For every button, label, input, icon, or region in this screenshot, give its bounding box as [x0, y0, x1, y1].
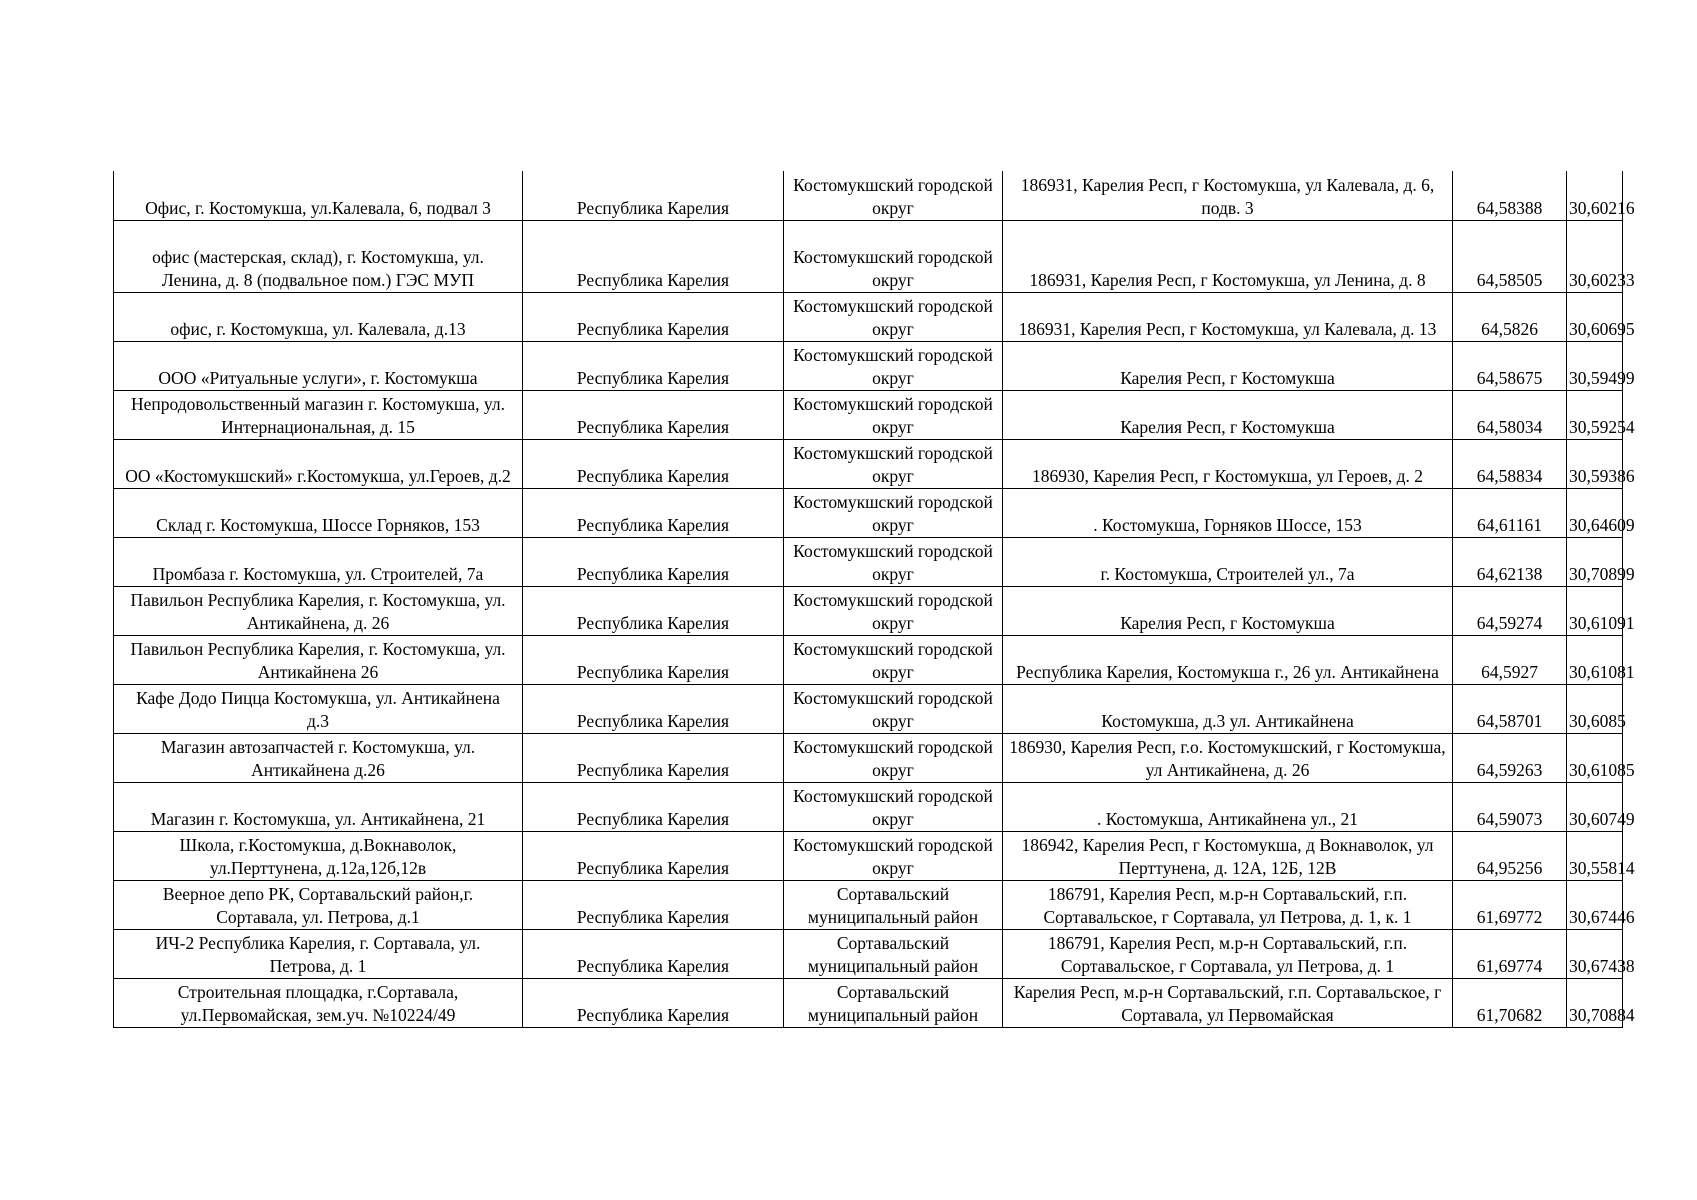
- district-cell: Костомукшский городской округ: [784, 341, 1003, 390]
- table-row: [114, 782, 1623, 831]
- address-cell: 186931, Карелия Респ, г Костомукша, ул Калевала, д. 13: [1003, 292, 1453, 341]
- region-cell: Республика Карелия: [523, 733, 784, 782]
- longitude-cell: 30,55814: [1567, 831, 1623, 880]
- table-row: [114, 684, 1623, 733]
- objects-table: [113, 171, 1635, 1028]
- district-cell: Костомукшский городской округ: [784, 782, 1003, 831]
- table-row: [114, 488, 1623, 537]
- longitude-cell: 30,61081: [1567, 635, 1623, 684]
- latitude-cell: 64,5927: [1453, 635, 1567, 684]
- region-cell: Республика Карелия: [523, 439, 784, 488]
- table-row: [114, 929, 1623, 978]
- district-cell: Костомукшский городской округ: [784, 390, 1003, 439]
- district-cell: Костомукшский городской округ: [784, 537, 1003, 586]
- region-cell: Республика Карелия: [523, 929, 784, 978]
- address-cell: Карелия Респ, г Костомукша: [1003, 341, 1453, 390]
- objects-table-body: [114, 171, 1635, 1027]
- latitude-cell: 61,70682: [1453, 978, 1567, 1027]
- address-cell: 186931, Карелия Респ, г Костомукша, ул Калевала, д. 6, подв. 3: [1003, 171, 1453, 220]
- table-row: [114, 880, 1623, 929]
- district-cell: Костомукшский городской округ: [784, 831, 1003, 880]
- object-name-cell: офис (мастерская, склад), г. Костомукша, ул. Ленина, д. 8 (подвальное пом.) ГЭС МУП: [114, 220, 523, 292]
- object-name-cell: Магазин автозапчастей г. Костомукша, ул. Антикайнена д.26: [114, 733, 523, 782]
- object-name-cell: Офис, г. Костомукша, ул.Калевала, 6, подвал 3: [114, 171, 523, 220]
- longitude-cell: 30,64609: [1567, 488, 1623, 537]
- table-row: [114, 733, 1623, 782]
- object-name-cell: Кафе Додо Пицца Костомукша, ул. Антикайнена д.3: [114, 684, 523, 733]
- object-name-cell: офис, г. Костомукша, ул. Калевала, д.13: [114, 292, 523, 341]
- table-row: [114, 292, 1623, 341]
- table-row: [114, 635, 1623, 684]
- object-name-cell: Склад г. Костомукша, Шоссе Горняков, 153: [114, 488, 523, 537]
- table-row: [114, 537, 1623, 586]
- district-cell: Сортавальский муниципальный район: [784, 929, 1003, 978]
- table-row: [114, 831, 1623, 880]
- object-name-cell: ООО «Ритуальные услуги», г. Костомукша: [114, 341, 523, 390]
- longitude-cell: 30,70884: [1567, 978, 1623, 1027]
- address-cell: Карелия Респ, г Костомукша: [1003, 390, 1453, 439]
- district-cell: Сортавальский муниципальный район: [784, 978, 1003, 1027]
- object-name-cell: Промбаза г. Костомукша, ул. Строителей, 7а: [114, 537, 523, 586]
- longitude-cell: 30,60233: [1567, 220, 1623, 292]
- table-row: [114, 341, 1623, 390]
- latitude-cell: 64,5826: [1453, 292, 1567, 341]
- table-row: [114, 586, 1623, 635]
- address-cell: 186931, Карелия Респ, г Костомукша, ул Ленина, д. 8: [1003, 220, 1453, 292]
- region-cell: Республика Карелия: [523, 537, 784, 586]
- latitude-cell: 64,59274: [1453, 586, 1567, 635]
- latitude-cell: 61,69772: [1453, 880, 1567, 929]
- object-name-cell: Непродовольственный магазин г. Костомукша, ул. Интернациональная, д. 15: [114, 390, 523, 439]
- address-cell: Карелия Респ, м.р-н Сортавальский, г.п. Сортавальское, г Сортавала, ул Первомайская: [1003, 978, 1453, 1027]
- longitude-cell: 30,67438: [1567, 929, 1623, 978]
- address-cell: г. Костомукша, Строителей ул., 7а: [1003, 537, 1453, 586]
- object-name-cell: Веерное депо РК, Сортавальский район,г. Сортавала, ул. Петрова, д.1: [114, 880, 523, 929]
- region-cell: Республика Карелия: [523, 586, 784, 635]
- region-cell: Республика Карелия: [523, 782, 784, 831]
- district-cell: Костомукшский городской округ: [784, 684, 1003, 733]
- object-name-cell: Строительная площадка, г.Сортавала, ул.Первомайская, зем.уч. №10224/49: [114, 978, 523, 1027]
- longitude-cell: 30,59386: [1567, 439, 1623, 488]
- longitude-cell: 30,59499: [1567, 341, 1623, 390]
- latitude-cell: 64,58505: [1453, 220, 1567, 292]
- latitude-cell: 64,62138: [1453, 537, 1567, 586]
- region-cell: Республика Карелия: [523, 831, 784, 880]
- longitude-cell: 30,60695: [1567, 292, 1623, 341]
- latitude-cell: 64,95256: [1453, 831, 1567, 880]
- address-cell: 186942, Карелия Респ, г Костомукша, д Вокнаволок, ул Перттунена, д. 12А, 12Б, 12В: [1003, 831, 1453, 880]
- latitude-cell: 61,69774: [1453, 929, 1567, 978]
- district-cell: Костомукшский городской округ: [784, 635, 1003, 684]
- object-name-cell: Павильон Республика Карелия, г. Костомукша, ул. Антикайнена, д. 26: [114, 586, 523, 635]
- address-cell: 186791, Карелия Респ, м.р-н Сортавальский, г.п. Сортавальское, г Сортавала, ул Петрова, д. 1, к. 1: [1003, 880, 1453, 929]
- latitude-cell: 64,59073: [1453, 782, 1567, 831]
- latitude-cell: 64,59263: [1453, 733, 1567, 782]
- latitude-cell: 64,61161: [1453, 488, 1567, 537]
- district-cell: Костомукшский городской округ: [784, 586, 1003, 635]
- table-row: [114, 978, 1623, 1027]
- latitude-cell: 64,58388: [1453, 171, 1567, 220]
- region-cell: Республика Карелия: [523, 684, 784, 733]
- address-cell: Республика Карелия, Костомукша г., 26 ул. Антикайнена: [1003, 635, 1453, 684]
- district-cell: Костомукшский городской округ: [784, 220, 1003, 292]
- address-cell: Костомукша, д.3 ул. Антикайнена: [1003, 684, 1453, 733]
- region-cell: Республика Карелия: [523, 978, 784, 1027]
- longitude-cell: 30,67446: [1567, 880, 1623, 929]
- address-cell: . Костомукша, Антикайнена ул., 21: [1003, 782, 1453, 831]
- address-cell: 186930, Карелия Респ, г Костомукша, ул Героев, д. 2: [1003, 439, 1453, 488]
- longitude-cell: 30,61091: [1567, 586, 1623, 635]
- address-cell: Карелия Респ, г Костомукша: [1003, 586, 1453, 635]
- object-name-cell: ИЧ-2 Республика Карелия, г. Сортавала, ул. Петрова, д. 1: [114, 929, 523, 978]
- table-row: [114, 390, 1623, 439]
- region-cell: Республика Карелия: [523, 880, 784, 929]
- district-cell: Сортавальский муниципальный район: [784, 880, 1003, 929]
- latitude-cell: 64,58675: [1453, 341, 1567, 390]
- address-cell: 186791, Карелия Респ, м.р-н Сортавальский, г.п. Сортавальское, г Сортавала, ул Петрова, д. 1: [1003, 929, 1453, 978]
- longitude-cell: 30,59254: [1567, 390, 1623, 439]
- district-cell: Костомукшский городской округ: [784, 439, 1003, 488]
- object-name-cell: Школа, г.Костомукша, д.Вокнаволок, ул.Перттунена, д.12а,12б,12в: [114, 831, 523, 880]
- region-cell: Республика Карелия: [523, 341, 784, 390]
- latitude-cell: 64,58034: [1453, 390, 1567, 439]
- latitude-cell: 64,58701: [1453, 684, 1567, 733]
- table-row: [114, 220, 1623, 292]
- longitude-cell: 30,6085: [1567, 684, 1623, 733]
- object-name-cell: ОО «Костомукшский» г.Костомукша, ул.Героев, д.2: [114, 439, 523, 488]
- district-cell: Костомукшский городской округ: [784, 292, 1003, 341]
- table-row: [114, 439, 1623, 488]
- longitude-cell: 30,70899: [1567, 537, 1623, 586]
- address-cell: . Костомукша, Горняков Шоссе, 153: [1003, 488, 1453, 537]
- longitude-cell: 30,60216: [1567, 171, 1623, 220]
- longitude-cell: 30,61085: [1567, 733, 1623, 782]
- district-cell: Костомукшский городской округ: [784, 171, 1003, 220]
- longitude-cell: 30,60749: [1567, 782, 1623, 831]
- district-cell: Костомукшский городской округ: [784, 733, 1003, 782]
- region-cell: Республика Карелия: [523, 220, 784, 292]
- table-row: [114, 171, 1623, 220]
- object-name-cell: Магазин г. Костомукша, ул. Антикайнена, 21: [114, 782, 523, 831]
- region-cell: Республика Карелия: [523, 488, 784, 537]
- district-cell: Костомукшский городской округ: [784, 488, 1003, 537]
- address-cell: 186930, Карелия Респ, г.о. Костомукшский, г Костомукша, ул Антикайнена, д. 26: [1003, 733, 1453, 782]
- region-cell: Республика Карелия: [523, 390, 784, 439]
- region-cell: Республика Карелия: [523, 171, 784, 220]
- latitude-cell: 64,58834: [1453, 439, 1567, 488]
- region-cell: Республика Карелия: [523, 292, 784, 341]
- region-cell: Республика Карелия: [523, 635, 784, 684]
- object-name-cell: Павильон Республика Карелия, г. Костомукша, ул. Антикайнена 26: [114, 635, 523, 684]
